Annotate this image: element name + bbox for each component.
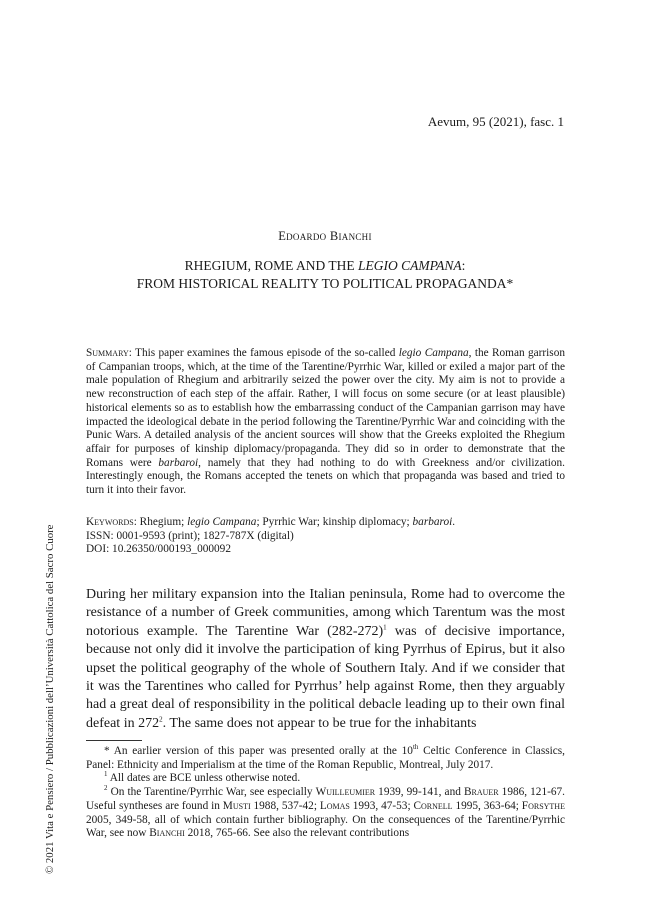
cite-forsythe: Forsythe (521, 799, 565, 812)
title-line-2: FROM HISTORICAL REALITY TO POLITICAL PROPAGANDA* (136, 276, 514, 291)
footnote-star-text: * An earlier version of this paper was presented orally at the 10 (104, 745, 413, 757)
cite-cornell: Cornell (413, 799, 453, 812)
summary-barbaroi: barbaroi (158, 456, 199, 469)
footnote-2 (86, 786, 565, 841)
keywords-label: Keywords (86, 516, 134, 528)
footnote-separator (86, 740, 142, 741)
footnote-1-mark: 1 (104, 770, 108, 779)
footnote-2-mark: 2 (104, 784, 108, 793)
keywords-barbaroi: barbaroi (412, 516, 453, 528)
keywords-period: . (452, 516, 456, 528)
footnote-star-ordinal: th (412, 743, 419, 752)
body-paragraph (86, 586, 565, 733)
title-line-1 (86, 257, 564, 275)
article-title (86, 257, 564, 293)
keywords-text-2: ; Pyrrhic War; kinship diplomacy; (256, 516, 413, 528)
issn-line: ISSN: 0001-9593 (print); 1827-787X (digital) (86, 529, 294, 542)
cite-wuilleumier: Wuilleumier (315, 786, 376, 799)
footnote-2-text-f: 1995, 363-64; (452, 799, 522, 812)
footnote-2-text-e: 1993, 47-53; (349, 799, 414, 812)
cite-lomas: Lomas (319, 799, 350, 812)
body-text-3: . The same does not appear to be true for the inhabitants (162, 715, 477, 731)
title-colon: : (461, 258, 466, 273)
summary-legio-campana: legio Campana (398, 347, 469, 359)
title-line-1-text: RHEGIUM, ROME AND THE (184, 258, 358, 273)
author-name: Edoardo Bianchi (278, 229, 372, 243)
title-legio-campana: LEGIO CAMPANA (358, 258, 462, 273)
summary-text-2: , the Roman garrison of Campanian troops, which, at the time of the Tarentine/Pyrrhic War, killed or exiled a major part of the male population of Rhegium and arbitrarily seized the power over the city. My aim is not to provide a new reconstruction of each step of the affair. Rather, I will focus on some secure (or at least plausible) historical elements so as to establish how the embarrassing conduct of the Campanian garrison may have impacted the ideological debate in the period following the Tarentine/Pyrrhic War and coinciding with the Punic Wars. A detailed analysis of the ancient sources will show that the Greeks exploited the Rhegium affair for purposes of kinship diplomacy/propaganda. They did so in order to demonstrate that the Romans were (86, 347, 565, 469)
doi-link[interactable]: DOI: 10.26350/000193_000092 (86, 543, 231, 556)
footnote-1 (86, 772, 565, 786)
summary-text-1: : This paper examines the famous episode of the so-called (128, 347, 399, 359)
summary-label: Summary (86, 347, 129, 359)
footnote-2-text-h: 2018, 765-66. See also the relevant contributions (184, 827, 410, 840)
footnotes (86, 745, 565, 841)
footnote-2-text-b: 1939, 99-141, and (375, 786, 464, 799)
footnote-2-text-g: 2005, 349-58, all of which contain further bibliography. On the consequences of the Tarentine/Pyrrhic War, see now (86, 813, 565, 840)
cite-musti: Musti (222, 799, 251, 812)
journal-reference: Aevum, 95 (2021), fasc. 1 (427, 114, 564, 129)
footnote-2-text-a: On the Tarentine/Pyrrhic War, see especially (107, 786, 316, 799)
footnote-2-text-c: 1986, 121-67. Useful syntheses are found in (86, 786, 565, 812)
body-text-1: During her military expansion into the Italian peninsula, Rome had to overcome the resistance of a number of Greek communities, among which Tarentum was the most notorious example. The Tarentine War (282-272) (86, 587, 565, 639)
footnote-star (86, 745, 565, 772)
footnote-2-text-d: 1988, 537-42; (250, 799, 320, 812)
footnote-ref-2[interactable]: 2 (159, 715, 163, 724)
side-copyright: © 2021 Vita e Pensiero / Pubblicazioni dell’Università Cattolica del Sacro Cuore (44, 524, 56, 874)
footnote-star-rest: Celtic Conference in Classics, Panel: Ethnicity and Imperialism at the time of the Roman Republic, Montreal, July 2017. (86, 745, 565, 771)
footnote-1-text: All dates are BCE unless otherwise noted. (107, 772, 301, 785)
keywords-block (86, 516, 565, 557)
summary-text-3: , namely that they had nothing to do with Greekness and/or civilization. Interestingly enough, the Romans accepted the tenets on which that propaganda was based and tried to turn it into their favor. (86, 456, 565, 497)
footnote-ref-1[interactable]: 1 (383, 623, 387, 632)
keywords-text-1: : Rhegium; (133, 516, 188, 528)
keywords-legio-campana: legio Campana (187, 516, 257, 528)
cite-brauer: Brauer (463, 786, 499, 799)
body-text-2: was of decisive importance, because not only did it involve the participation of king Pyrrhus of Epirus, but it also upset the political geography of the whole of Southern Italy. And if we consider that it was the Tarentines who called for Pyrrhus’ help against Rome, then they arguably had a great deal of responsibility in the political debacle leading up to their own final defeat in 272 (86, 623, 566, 731)
keywords-line (86, 516, 565, 530)
cite-bianchi: Bianchi (149, 827, 185, 840)
summary-paragraph (86, 347, 565, 498)
